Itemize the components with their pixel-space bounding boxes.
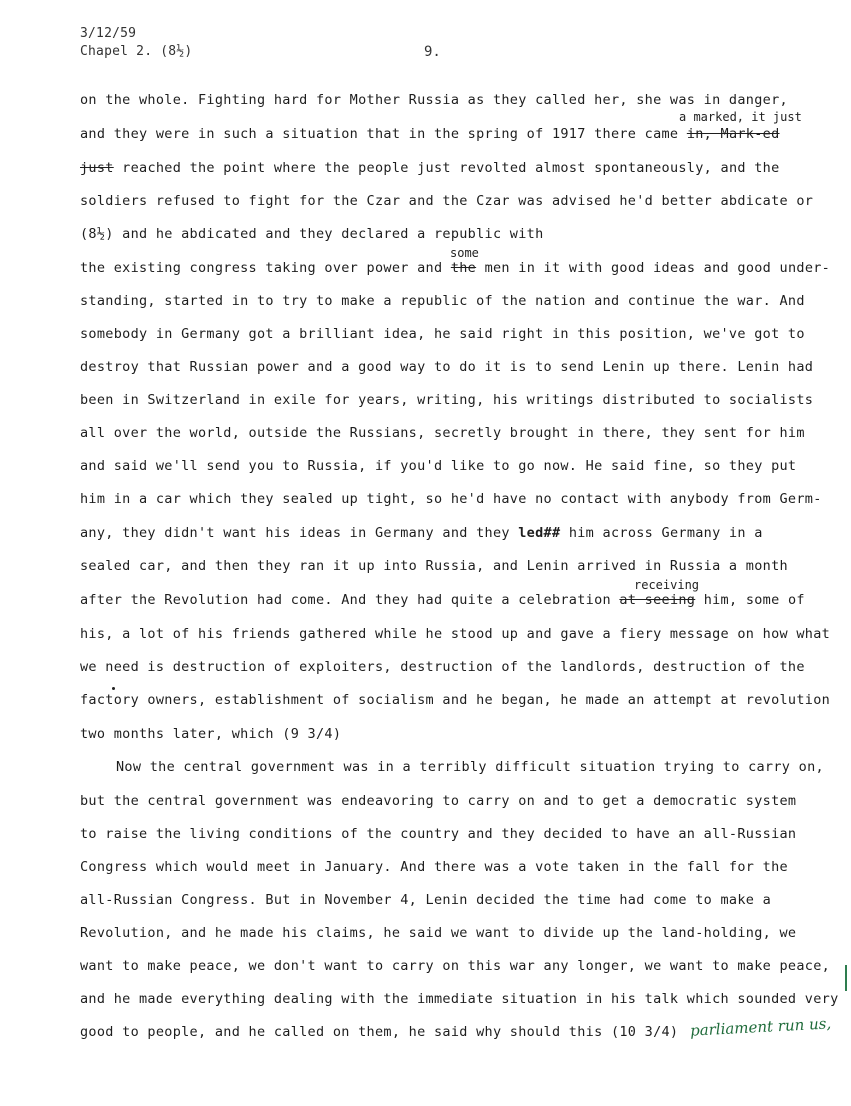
text-line-10: been in Switzerland in exile for years, writing, his writings distributed to socialists bbox=[80, 392, 814, 408]
text-line-17: his, a lot of his friends gathered while he stood up and gave a fiery message on how what bbox=[80, 626, 831, 642]
text-line-4: soldiers refused to fight for the Czar and the Czar was advised he'd better abdicate or bbox=[80, 193, 814, 209]
margin-ink-mark bbox=[845, 965, 847, 991]
text-line-6-rest: men in it with good ideas and good under- bbox=[484, 260, 831, 276]
text-line-16-main: after the Revolution had come. And they had quite a celebration bbox=[80, 592, 611, 608]
text-line-9: destroy that Russian power and a good way to do it is to send Lenin up there. Lenin had bbox=[80, 359, 814, 375]
text-line-3 bbox=[80, 160, 831, 176]
text-line-21: Now the central government was in a terribly difficult situation trying to carry on, bbox=[116, 759, 824, 775]
text-line-28: and he made everything dealing with the immediate situation in his talk which sounded very bbox=[80, 991, 839, 1007]
text-line-6 bbox=[80, 260, 831, 276]
inserted-text: receiving bbox=[634, 578, 700, 592]
struck-text: just bbox=[80, 160, 114, 176]
text-line-13: him in a car which they sealed up tight, so he'd have no contact with anybody from Germ- bbox=[80, 491, 822, 507]
text-line-8: somebody in Germany got a brilliant idea, he said right in this position, we've got to bbox=[80, 326, 805, 342]
text-line-2 bbox=[80, 126, 831, 142]
text-line-12: and said we'll send you to Russia, if you'd like to go now. He said fine, so they put bbox=[80, 458, 797, 474]
text-line-20: two months later, which (9 3/4) bbox=[80, 726, 342, 742]
text-line-16 bbox=[80, 592, 831, 608]
ink-dot bbox=[112, 687, 115, 690]
struck-text: at seeing bbox=[619, 592, 696, 608]
text-line-15: sealed car, and then they ran it up into Russia, and Lenin arrived in Russia a month bbox=[80, 558, 788, 574]
text-line-25: all-Russian Congress. But in November 4, Lenin decided the time had come to make a bbox=[80, 892, 772, 908]
handwritten-margin-note: parliament run us, bbox=[689, 1014, 832, 1040]
struck-text: in, Mark-ed bbox=[686, 126, 780, 142]
text-line-6-main: the existing congress taking over power and bbox=[80, 260, 443, 276]
text-line-27: want to make peace, we don't want to carry on this war any longer, we want to make peace, bbox=[80, 958, 831, 974]
text-line-18: we need is destruction of exploiters, destruction of the landlords, destruction of the bbox=[80, 659, 805, 675]
text-line-1: on the whole. Fighting hard for Mother Russia as they called her, she was in danger, bbox=[80, 92, 788, 108]
header-date: 3/12/59 bbox=[80, 26, 137, 41]
page-number: 9. bbox=[424, 44, 441, 60]
text-line-22: but the central government was endeavoring to carry on and to get a democratic system bbox=[80, 793, 797, 809]
text-line-19: factory owners, establishment of socialism and he began, he made an attempt at revolution bbox=[80, 692, 831, 708]
text-line-29: good to people, and he called on them, he said why should this (10 3/4) bbox=[80, 1024, 679, 1040]
overtyped-text: led## bbox=[518, 525, 561, 541]
text-line-23: to raise the living conditions of the country and they decided to have an all-Russian bbox=[80, 826, 797, 842]
text-line-14 bbox=[80, 525, 831, 541]
inserted-text: some bbox=[450, 246, 479, 260]
struck-text: the bbox=[450, 260, 477, 276]
text-line-14-main: any, they didn't want his ideas in Germany and they bbox=[80, 525, 510, 541]
text-line-26: Revolution, and he made his claims, he said we want to divide up the land-holding, we bbox=[80, 925, 797, 941]
header-chapter: Chapel 2. (8½) bbox=[80, 44, 193, 59]
text-line-24: Congress which would meet in January. And there was a vote taken in the fall for the bbox=[80, 859, 788, 875]
text-line-16-rest: him, some of bbox=[703, 592, 805, 608]
inserted-text: a marked, it just bbox=[679, 110, 802, 124]
text-line-14-rest: him across Germany in a bbox=[568, 525, 763, 541]
text-line-11: all over the world, outside the Russians, secretly brought in there, they sent for him bbox=[80, 425, 805, 441]
text-line-2-main: and they were in such a situation that in the spring of 1917 there came bbox=[80, 126, 679, 142]
text-line-3-main: reached the point where the people just revolted almost spontaneously, and the bbox=[122, 160, 780, 176]
text-line-7: standing, started in to try to make a republic of the nation and continue the war. And bbox=[80, 293, 805, 309]
text-line-5: (8½) and he abdicated and they declared a republic with bbox=[80, 226, 544, 242]
